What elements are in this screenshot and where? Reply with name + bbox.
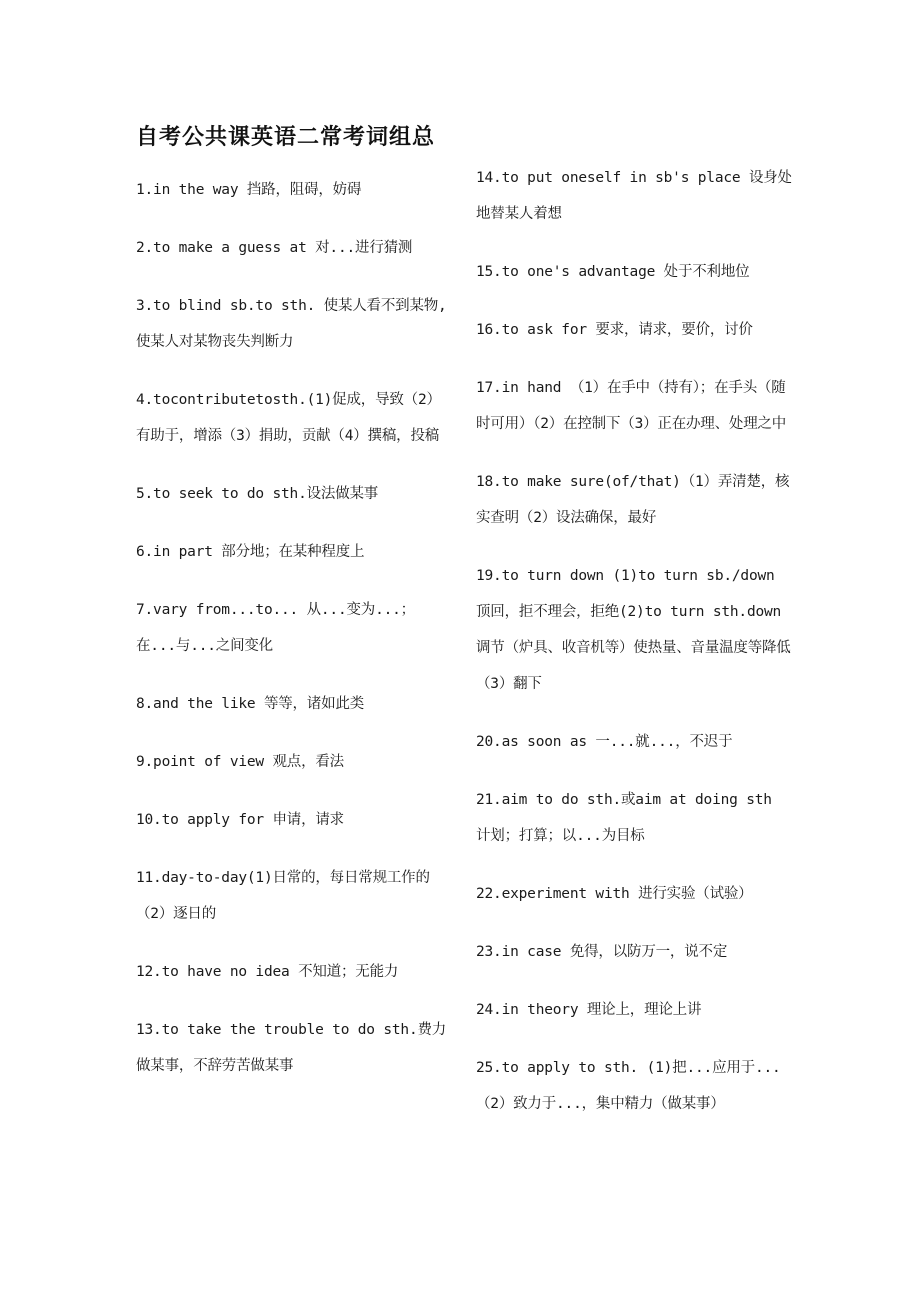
phrase-entry: 15.to one's advantage 处于不利地位: [476, 264, 750, 280]
phrase-entry: 8.and the like 等等，诸如此类: [136, 696, 365, 712]
phrase-entry: 13.to take the trouble to do sth.费力做某事，不辞劳苦做某事: [136, 1022, 447, 1074]
phrase-entry: 11.day-to-day(1)日常的，每日常规工作的（2）逐日的: [136, 870, 430, 922]
phrase-entry: 19.to turn down (1)to turn sb./down 顶回，拒不理会，拒绝(2)to turn sth.down 调节（炉具、收音机等）使热量、音量温度等降低（3）翻下: [476, 568, 791, 692]
left-column: [136, 172, 452, 1106]
phrase-entry: 10.to apply for 申请，请求: [136, 812, 344, 828]
phrase-entry: 21.aim to do sth.或aim at doing sth 计划；打算；以...为目标: [476, 792, 772, 844]
page-title: 自考公共课英语二常考词组总: [136, 124, 436, 150]
phrase-entry: 6.in part 部分地；在某种程度上: [136, 544, 365, 560]
phrase-entry: 16.to ask for 要求，请求，要价，讨价: [476, 322, 753, 338]
phrase-entry: 1.in the way 挡路，阻碍，妨碍: [136, 182, 362, 198]
phrase-entry: 9.point of view 观点，看法: [136, 754, 344, 770]
phrase-entry: 3.to blind sb.to sth. 使某人看不到某物,使某人对某物丧失判断力: [136, 298, 447, 350]
right-column: [476, 172, 794, 1144]
phrase-entry: 22.experiment with 进行实验（试验）: [476, 886, 753, 902]
phrase-entry: 7.vary from...to... 从...变为...；在...与...之间变化: [136, 602, 415, 654]
phrase-entry: 24.in theory 理论上，理论上讲: [476, 1002, 702, 1018]
phrase-entry: 20.as soon as 一...就...，不迟于: [476, 734, 733, 750]
phrase-entry: 23.in case 免得，以防万一，说不定: [476, 944, 728, 960]
phrase-entry: 4.tocontributetosth.(1)促成，导致（2）有助于，增添（3）捐助，贡献（4）撰稿，投稿: [136, 392, 441, 444]
phrase-entry: 18.to make sure(of/that)（1）弄清楚，核实查明（2）设法确保，最好: [476, 474, 790, 526]
phrase-entry: 12.to have no idea 不知道；无能力: [136, 964, 399, 980]
phrase-entry: 17.in hand （1）在手中（持有）；在手头（随时可用）（2）在控制下（3）正在办理、处理之中: [476, 380, 787, 432]
phrase-entry: 14.to put oneself in sb's place 设身处地替某人着想: [476, 170, 792, 222]
phrase-entry: 25.to apply to sth. (1)把...应用于...（2）致力于...，集中精力（做某事）: [476, 1060, 781, 1112]
phrase-entry: 5.to seek to do sth.设法做某事: [136, 486, 379, 502]
phrase-entry: 2.to make a guess at 对...进行猜测: [136, 240, 413, 256]
